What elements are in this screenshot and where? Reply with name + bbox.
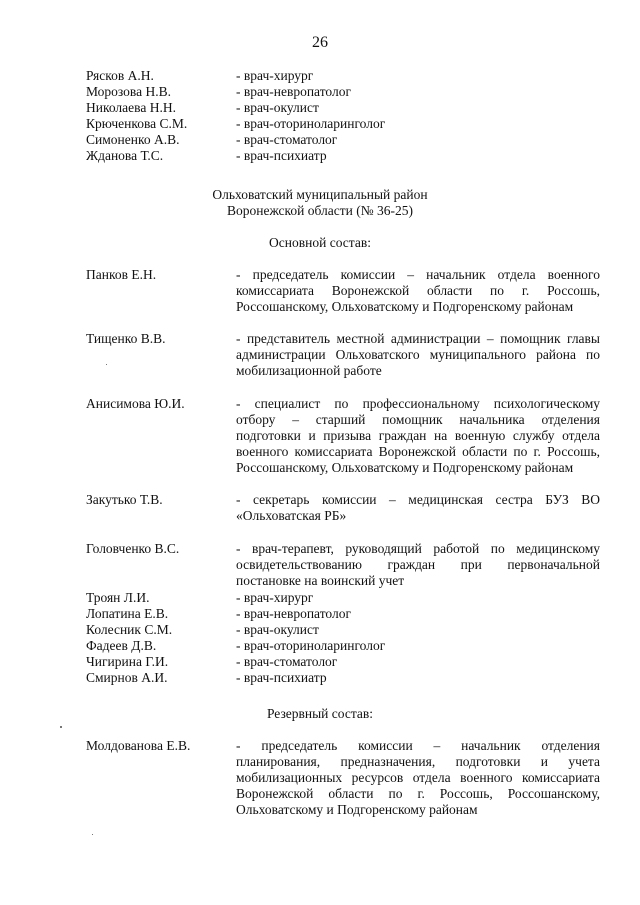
description-line: освидетельствованию граждан при первоначальной [236, 557, 600, 572]
member-entry [86, 396, 600, 476]
member-name: Рясков А.Н. [86, 68, 154, 83]
district-title: Ольховатский муниципальный район [212, 187, 428, 202]
member-name: Тищенко В.В. [86, 331, 166, 346]
description-line: «Ольховатская РБ» [236, 508, 347, 523]
description-line: - врач-терапевт, руководящий работой по медицинскому [236, 541, 600, 556]
member-role: - врач-хирург [236, 68, 314, 83]
description-line: - председатель комиссии – начальник отдела военного [236, 267, 600, 282]
main-composition-heading: Основной состав: [269, 235, 371, 250]
member-role: - врач-стоматолог [236, 654, 338, 669]
member-name: Панков Е.Н. [86, 267, 157, 282]
member-name: Смирнов А.И. [86, 670, 168, 685]
member-description [236, 331, 600, 379]
scan-speck [60, 726, 62, 728]
member-name: Николаева Н.Н. [86, 100, 176, 115]
member-name: Анисимова Ю.И. [86, 396, 185, 411]
member-entry [86, 267, 600, 315]
description-line: комиссариата Воронежской области по г. Россошь, [236, 283, 600, 298]
member-description [236, 738, 600, 818]
member-entry [86, 738, 600, 818]
member-name: Молдованова Е.В. [86, 738, 191, 753]
member-description [236, 541, 600, 589]
member-name: Симоненко А.В. [86, 132, 180, 147]
description-line: - представитель местной администрации – помощник главы [236, 331, 600, 346]
member-entry [86, 492, 600, 524]
description-line: Ольховатскому и Подгоренскому районам [236, 802, 478, 817]
member-name: Закутько Т.В. [86, 492, 163, 507]
member-entry [86, 541, 600, 589]
description-line: - председатель комиссии – начальник отделения [236, 738, 600, 753]
member-role: - врач-оториноларинголог [236, 116, 386, 131]
scan-speck [92, 834, 93, 835]
member-name: Лопатина Е.В. [86, 606, 169, 621]
description-line: Россошанскому, Ольховатскому и Подгоренскому районам [236, 460, 574, 475]
scan-speck [106, 364, 107, 365]
member-name: Крюченкова С.М. [86, 116, 188, 131]
description-line: Россошанскому, Ольховатскому и Подгоренскому районам [236, 299, 574, 314]
description-line: мобилизационных ресурсов отдела военного комиссариата [236, 770, 600, 785]
description-line: - специалист по профессиональному психологическому [236, 396, 600, 411]
description-line: отбору – старший помощник начальника отделения [236, 412, 600, 427]
member-name: Колесник С.М. [86, 622, 173, 637]
member-name: Чигирина Г.И. [86, 654, 169, 669]
member-role: - врач-хирург [236, 590, 314, 605]
member-description [236, 396, 600, 476]
description-line: постановке на воинский учет [236, 573, 405, 588]
member-role: - врач-психиатр [236, 148, 327, 163]
reserve-composition-heading: Резервный состав: [266, 706, 374, 721]
description-line: подготовки и призыва граждан на военную службу отдела [236, 428, 600, 443]
member-description [236, 492, 600, 524]
description-line: планирования, предназначения, подготовки и учета [236, 754, 600, 769]
member-name: Морозова Н.В. [86, 84, 171, 99]
district-subtitle: Воронежской области (№ 36-25) [226, 203, 413, 218]
member-name: Троян Л.И. [86, 590, 150, 605]
member-name: Головченко В.С. [86, 541, 180, 556]
member-role: - врач-стоматолог [236, 132, 338, 147]
description-line: - секретарь комиссии – медицинская сестра БУЗ ВО [236, 492, 600, 507]
page-number: 26 [312, 34, 328, 51]
member-role: - врач-невропатолог [236, 84, 352, 99]
member-name: Фадеев Д.В. [86, 638, 157, 653]
member-description [236, 267, 600, 315]
member-role: - врач-окулист [236, 100, 319, 115]
description-line: военного комиссариата Воронежской области по г. Россошь, [236, 444, 600, 459]
member-role: - врач-невропатолог [236, 606, 352, 621]
description-line: администрации Ольховатского муниципального района по [236, 347, 600, 362]
description-line: мобилизационной работе [236, 363, 382, 378]
description-line: Воронежской области по г. Россошь, Россошанскому, [236, 786, 600, 801]
member-name: Жданова Т.С. [86, 148, 164, 163]
member-role: - врач-оториноларинголог [236, 638, 386, 653]
member-role: - врач-психиатр [236, 670, 327, 685]
member-entry [86, 331, 600, 379]
member-role: - врач-окулист [236, 622, 319, 637]
